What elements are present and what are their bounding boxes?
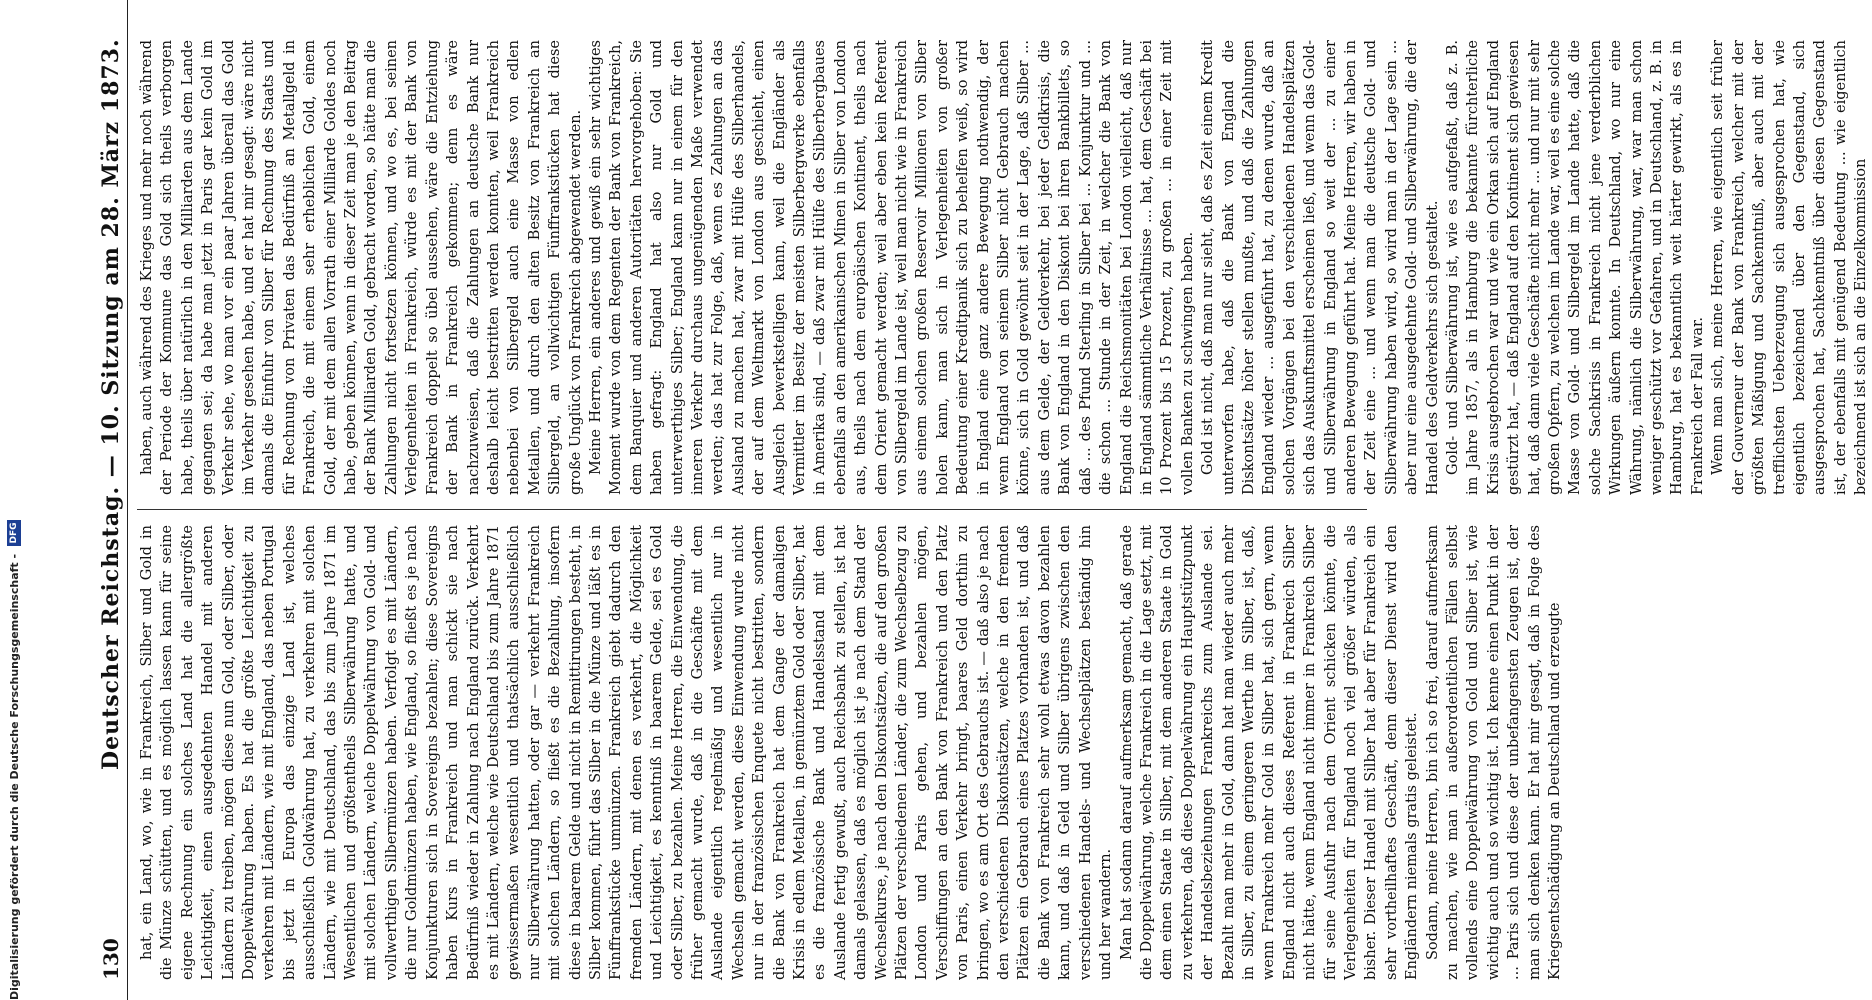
- credit-text: Digitalisierung gefördert durch die Deutsche Forschungsgemeinschaft -: [7, 553, 21, 1000]
- paragraph: Man hat sodann darauf aufmerksam gemacht, daß gerade die Doppelwährung, welche Frankreich in die Lage setzt, mit dem einen Staate in Silber, mit dem anderen Staate in Gold zu verkehren, daß diese Doppelwährung ein Hauptstützpunkt der Handelsbeziehungen Frankreichs zum Auslande sei. Bezahlt man mehr in Gold, dann hat man wieder auch mehr in Silber, zu einem geringeren Werthe im Silber, ist, daß, wenn Frankreich mehr Gold in Silber hat, sich gern, wenn England nicht auch dieses Referent in Frankreich Silber nicht hätte, wenn England nicht immer in Frankreich Silber für seine Ausfuhr nach dem Orient schicken könnte, die Verlegenheiten für England noch viel größer würden, als bisher. Dieser Handel mit Silber hat aber für Frankreich ein sehr vortheilhaftes Geschäft, denn dieser Dienst wird den Engländern niemals gratis geleistet.: [1118, 524, 1421, 980]
- page-number: 130: [99, 938, 123, 980]
- paragraph: hat, ein Land, wo, wie in Frankreich, Silber und Gold in die Münze schütten, und es möglich lassen kann für seine eigene Rechnung ein solches Land hat die allergrößte Leichtigkeit, einen ausgedehnten Handel mit anderen Ländern zu treiben, mögen diese nun Gold, oder Silber, oder Doppelwährung haben. Es hat die größte Leichtigkeit zu verkehren mit Ländern, wie mit England, das neben Portugal bis jetzt in Europa das einzige Land ist, welches ausschließlich Goldwährung hat, zu verkehren mit solchen Ländern, wie mit Deutschland, das bis zum Jahre 1871 im Wesentlichen und größtentheils Silberwährung hatte, und mit solchen Ländern, welche Doppelwährung von Gold- und vollwerthigen Silbermünzen haben. Verfolgt es mit Ländern, die nur Goldmünzen haben, wie England, so fließt es je nach Konjunkturen sich in Sovereigns bezahlen; diese Sovereigns haben Kurs in Frankreich und man schickt sie nach Bedürfniß wieder in Zahlung nach England zurück. Verkehrt es mit Ländern, welche wie Deutschland bis zum Jahre 1871 gewissermaßen wesentlich und thatsächlich ausschließlich nur Silberwährung hatten, oder gar — verkehrt Frankreich mit solchen Ländern, so fließt es die Bezahlung, insofern diese in baarem Gelde und nicht in Remittirungen besteht, in Silber kommen, führt das Silber in die Münze und läßt es in Fünffrankstücke ummünzen. Frankreich giebt dadurch den fremden Ländern, mit denen es verkehrt, die Möglichkeit und Leichtigkeit, es kenntniß in baarem Gelde, sei es Gold oder Silber, zu bezahlen. Meine Herren, die Einwendung, die früher gemacht wurde, daß in die Geschäfte mit dem Auslande eigentlich regelmäßig und wesentlich nur in Wechseln gemacht werden, diese Einwendung wurde nicht nur in der französischen Enquete nicht bestritten, sondern die Bank von Frankreich hat dem Gange der damaligen Krisis in edlem Metallen, in gemünztem Gold oder Silber, hat es die französische Bank und Handelsstand mit dem Auslande fertig gewußt, auch Reichsbank zu stellen, ist hat damals gelassen, daß es möglich ist je nach dem Stand der Wechselkurse, je nach den Diskontsätzen, die auf den großen Plätzen der verschiedenen Länder, die zum Wechselbezug zu London und Paris gehen, und bezahlen mögen, Verschiffungen an den Bank von Frankreich und den Platz von Paris, einen Verkehr bringt, baares Geld dorthin zu bringen, wo es am Ort des Gebrauchs ist. — daß also je nach den verschiedenen Diskontsätzen, welche in den fremden Plätzen ein Gebrauch eines Platzes vorhanden ist, und daß die Bank von Frankreich sehr wohl etwas davon bezahlen kann, und daß in Geld und Silber übrigens zwischen den verschiedenen Handels- und Wechselplätzen beständig hin und her wandern.: [139, 525, 1115, 980]
- paragraph: Wenn man sich, meine Herren, wie eigentlich seit früher der Gouverneur der Bank von Frankreich, welcher mit der größten Mäßigung und Sachkenntniß, aber auch mit der trefflichsten Ueberzeugung sich ausgesprochen hat, wie eigentlich bezeichnend über den Gegenstand, sich ausgesprochen hat, Sachkenntniß über diesen Gegenstand ist, der ebenfalls mit genügend Bedeutung ... wie eigentlich bezeichnend ist sich an die Einzelkommission: [1710, 40, 1870, 495]
- digitization-credit: [4, 0, 24, 1000]
- text-columns: [137, 20, 1870, 980]
- paragraph: Gold- und Silberwährung ist, wie es aufgefaßt, daß z. B. im Jahre 1857, als in Hamburg die bekannte fürchterliche Krisis ausgebrochen war und wie ein Orkan sich auf England gestürzt hat, — daß England auf den Kontinent sich gewiesen hat, daß dann viele Geschäfte nicht mehr ... und nur mit sehr großen Opfern, zu welchen im Lande war, weil es eine solche Masse von Gold- und Silbergeld im Lande hatte, daß die solche Sachkrisis in Frankreich nicht jene verderblichen Wirkungen äußern konnte. In Deutschland, wo nur eine Währung, nämlich die Silberwährung, war, war man schon weniger geschützt vor Gefahren, und in Deutschland, z. B. in Hamburg, hat es bekanntlich weit härter gewirkt, als es in Frankreich der Fall war.: [1445, 40, 1706, 495]
- dfg-logo: DFG: [7, 520, 21, 546]
- paragraph: haben, auch während des Krieges und mehr noch während der Periode der Kommune das Gold sich theils verborgen habe, theils über natürlich in den Milliarden aus dem Lande gegangen sei; da habe man jetzt in Paris gar kein Gold im Verkehr sehe, wo man vor ein paar Jahren überall das Gold im Verkehr gesehen habe, und er hat mir gesagt: wäre nicht damals die Einfuhr von Silber für Rechnung des Staats und für Rechnung von Privaten das Bedürfniß an Metallgeld in Frankreich, die mit einem sehr erheblichen Gold, einem Gold, der mit dem allen Vorrath einer Milliarde Goldes noch habe, geben können, wenn in dieser Zeit man je den Beitrag der Bank Milliarden Gold, gebracht worden, so hätte man die Zahlungen nicht fortsetzen können, und wo es, bei seinen Verlegenheiten in Frankreich, würde es mit der Bank von Frankreich doppelt so übel aussehen, wäre die Entziehung der Bank in Frankreich gekommen; denn es wäre nachzuweisen, daß die Zahlungen an deutsche Bank nur deshalb leicht bestritten werden konnten, weil Frankreich nebenbei von Silbergeld auch eine Masse von edlen Metallen, und durch den alten Besitz von Frankreich an Silbergeld, an vollwichtigen Fünffrankstücken hat diese große Unglück von Frankreich abgewendet werden.: [139, 40, 584, 495]
- left-column: [137, 524, 1564, 980]
- rotated-page: [95, 0, 1870, 1000]
- right-column: [137, 40, 1870, 495]
- column-divider: [137, 509, 1367, 510]
- paragraph: Gold ist nicht, daß man nur sieht, daß es Zeit einem Kredit unterworfen habe, daß die Bank von England die Diskontsätze höher stellen mußte, und daß die Zahlungen England wieder ... ausgeführt hat, zu denen wurde, daß an solchen Vorgängen bei den verschiedenen Handelsplätzen sich das Auskunftsmittel erscheinen ließ, und wenn das Gold- und Silberwährung in England so weit der ... zu einer anderen Bewegung geführt hat. Meine Herren, wir haben in der Zeit eine ... und wenn man die deutsche Gold- und Silberwährung haben wird, so wird man in der Lage sein ... aber nur eine ausgedehnte Gold- und Silberwährung, die der Handel des Geldverkehrs sich gestaltet.: [1200, 40, 1441, 495]
- running-head: Deutscher Reichstag. — 10. Sitzung am 28. März 1873.: [98, 38, 124, 770]
- paragraph: Sodann, meine Herren, bin ich so frei, darauf aufmerksam zu machen, wie man in außerordentlichen Fällen selbst vollends eine Doppelwährung von Gold und Silber ist, wie wichtig auch und so wichtig ist. Ich kenne einen Punkt in der ... Paris sich und diese der unbefangensten Zeugen ist, der man sich denken kann. Er hat mir gesagt, daß in Folge des Kriegsentschädigung an Deutschland und erzeugte: [1424, 525, 1564, 980]
- paragraph: Meine Herren, ein anderes und gewiß ein sehr wichtiges Moment wurde von dem Regenten der Bank von Frankreich, dem Banquier und anderen Autoritäten hervorgehoben: Sie haben gefragt: England hat also nur Gold und unterwerthiges Silber; England kann nur in einem für den inneren Verkehr durchaus ungenügenden Maße verwendet werden; das hat zur Folge, daß, wenn es Zahlungen an das Ausland zu machen hat, zwar mit Hülfe des Silberhandels, der auf dem Weltmarkt von London aus geschieht, einen Ausgleich bewerkstelligen kann, weil die Engländer als Vermittler im Besitz der meisten Silberbergwerke ebenfalls in Amerika sind, — daß zwar mit Hülfe des Silberbergbaues ebenfalls an den amerikanischen Minen in Silber von London aus, theils nach dem europäischen Kontinent, theils nach dem Orient gemacht werden; weil aber eben kein Referent von Silbergeld im Lande ist, weil man nicht wie in Frankreich aus einem solchen großen Reservoir Millionen von Silber holen kann, man sich in Verlegenheiten von großer Bedeutung einer Kreditpanik sich zu behelfen weiß, so wird in England eine ganz andere Bewegung nothwendig, der wenn England von seinem Silber nicht Gebrauch machen könne, sich in Gold gewöhnt seit in der Lage, daß Silber ... aus dem Gelde, der Geldverkehr, bei jeder Geldkrisis, die Bank von England in den Diskont bei ihren Bankbillets, so daß ... des Pfund Sterling in Silber bei ... Konjunktur und ... die schon ... Stunde in der Zeit, in welcher die Bank von England die Reichsmonitäten bei London vielleicht, daß nur in England sämmtliche Verhältnisse ... hat, dem Geschäft bei 10 Prozent bis 15 Prozent, zu großen ... in einer Zeit mit vollen Banken zu schwingen haben.: [587, 40, 1196, 495]
- page-header: [95, 0, 128, 1000]
